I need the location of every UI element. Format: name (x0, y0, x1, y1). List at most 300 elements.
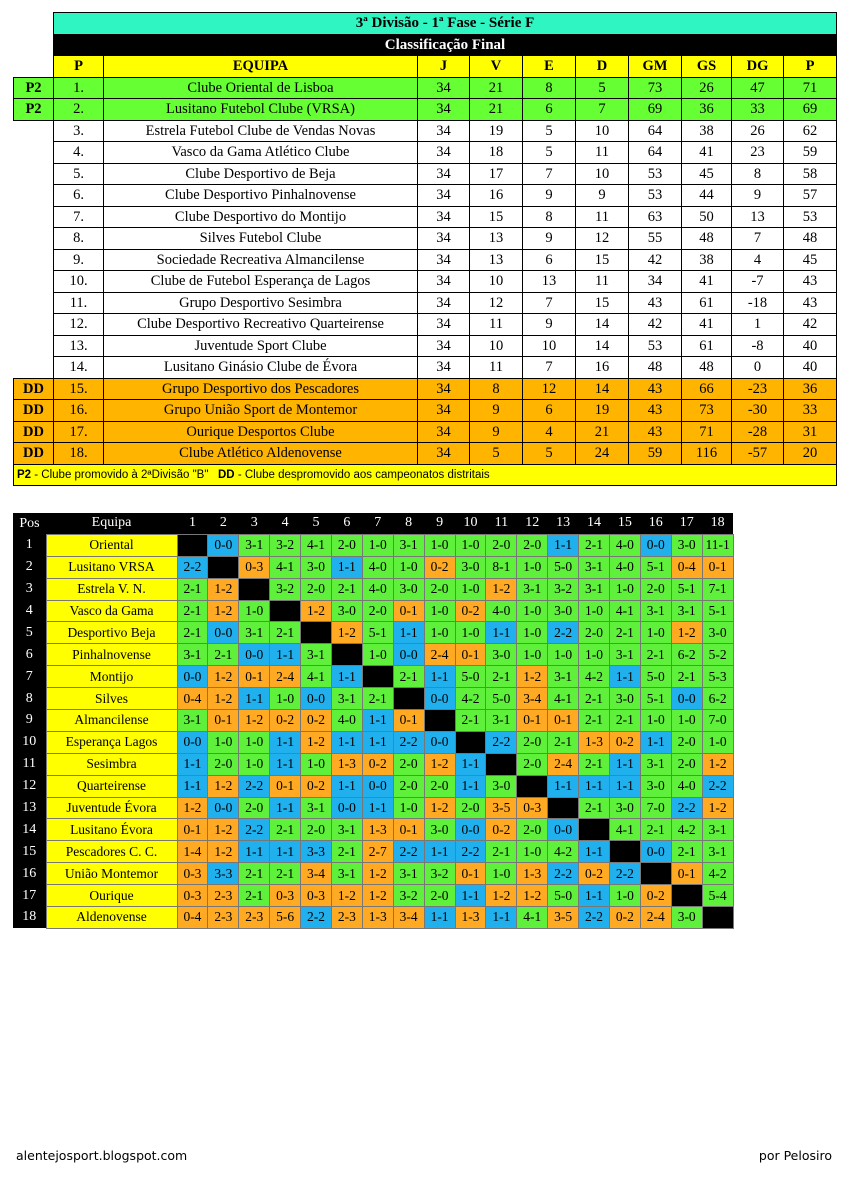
results-row (13, 710, 733, 732)
match-score: 1-2 (486, 578, 517, 600)
header-wins: V (470, 56, 523, 78)
zone-badge: DD (14, 421, 54, 443)
cell-goals-against: 45 (682, 163, 732, 185)
self-match-cell (517, 775, 548, 797)
match-score: 3-1 (393, 534, 424, 556)
match-score: 1-0 (702, 731, 733, 753)
match-score: 0-0 (548, 819, 579, 841)
match-score: 0-0 (671, 688, 702, 710)
standings-subtitle: Classificação Final (54, 34, 837, 56)
match-score: 1-0 (640, 710, 671, 732)
match-score: 1-1 (362, 797, 393, 819)
results-team-name: Ourique (46, 885, 177, 907)
results-col-header: 10 (455, 513, 486, 534)
results-row-pos: 1 (13, 534, 46, 556)
match-score: 5-1 (640, 688, 671, 710)
match-score: 3-1 (579, 556, 610, 578)
match-score: 1-1 (177, 775, 208, 797)
match-score: 1-0 (517, 556, 548, 578)
standings-row (14, 185, 837, 207)
match-score: 3-0 (671, 534, 702, 556)
match-score: 0-0 (177, 731, 208, 753)
results-row-pos: 8 (13, 688, 46, 710)
match-score: 2-1 (671, 666, 702, 688)
results-col-header: 8 (393, 513, 424, 534)
match-score: 3-1 (239, 622, 270, 644)
match-score: 1-0 (671, 710, 702, 732)
results-row (13, 600, 733, 622)
cell-points: 31 (784, 421, 837, 443)
match-score: 1-0 (517, 600, 548, 622)
results-team-name: Estrela V. N. (46, 578, 177, 600)
results-row (13, 907, 733, 929)
results-row (13, 644, 733, 666)
cell-draws: 6 (523, 249, 576, 271)
match-score: 1-2 (208, 600, 239, 622)
cell-losses: 24 (576, 443, 629, 465)
cell-position: 16. (54, 400, 104, 422)
match-score: 2-7 (362, 841, 393, 863)
match-score: 0-1 (455, 863, 486, 885)
match-score: 2-1 (455, 710, 486, 732)
cell-points: 48 (784, 228, 837, 250)
match-score: 1-1 (270, 731, 301, 753)
cell-team: Vasco da Gama Atlético Clube (104, 142, 418, 164)
zone-badge (14, 249, 54, 271)
match-score: 3-1 (393, 863, 424, 885)
cell-team: Lusitano Futebol Clube (VRSA) (104, 99, 418, 121)
match-score: 2-0 (239, 797, 270, 819)
cell-goals-for: 63 (629, 206, 682, 228)
cell-position: 2. (54, 99, 104, 121)
cell-losses: 10 (576, 163, 629, 185)
zone-badge (14, 357, 54, 379)
match-score: 2-2 (486, 731, 517, 753)
results-row-pos: 18 (13, 907, 46, 929)
self-match-cell (548, 797, 579, 819)
self-match-cell (424, 710, 455, 732)
results-row (13, 666, 733, 688)
self-match-cell (208, 556, 239, 578)
results-team-name: Aldenovense (46, 907, 177, 929)
match-score: 2-1 (270, 622, 301, 644)
results-row-pos: 11 (13, 753, 46, 775)
match-score: 0-4 (177, 907, 208, 929)
cell-position: 6. (54, 185, 104, 207)
match-score: 1-1 (362, 710, 393, 732)
match-score: 0-4 (177, 688, 208, 710)
match-score: 1-1 (239, 841, 270, 863)
match-score: 6-2 (702, 688, 733, 710)
match-score: 3-0 (640, 775, 671, 797)
match-score: 2-0 (424, 885, 455, 907)
cell-wins: 10 (470, 335, 523, 357)
match-score: 3-0 (393, 578, 424, 600)
match-score: 4-1 (270, 556, 301, 578)
cell-points: 40 (784, 357, 837, 379)
match-score: 4-1 (517, 907, 548, 929)
standings-row (14, 77, 837, 99)
match-score: 1-0 (579, 644, 610, 666)
match-score: 1-0 (301, 753, 332, 775)
match-score: 1-0 (270, 688, 301, 710)
cell-position: 11. (54, 292, 104, 314)
match-score: 1-0 (393, 556, 424, 578)
standings-row (14, 378, 837, 400)
cell-team: Clube Desportivo do Montijo (104, 206, 418, 228)
match-score: 1-3 (517, 863, 548, 885)
results-row (13, 797, 733, 819)
match-score: 4-0 (671, 775, 702, 797)
cell-goals-for: 43 (629, 292, 682, 314)
cell-played: 34 (418, 163, 470, 185)
match-score: 3-0 (331, 600, 362, 622)
match-score: 2-0 (671, 731, 702, 753)
results-row-pos: 4 (13, 600, 46, 622)
match-score: 3-1 (177, 644, 208, 666)
match-score: 0-2 (609, 731, 640, 753)
match-score: 2-2 (393, 841, 424, 863)
cell-draws: 9 (523, 314, 576, 336)
results-row (13, 753, 733, 775)
match-score: 1-2 (208, 841, 239, 863)
match-score: 2-1 (239, 863, 270, 885)
footer-author: por Pelosiro (758, 1148, 832, 1163)
match-score: 1-1 (548, 775, 579, 797)
match-score: 1-1 (548, 534, 579, 556)
cell-goals-against: 38 (682, 249, 732, 271)
match-score: 2-1 (579, 534, 610, 556)
cell-team: Clube Atlético Aldenovense (104, 443, 418, 465)
cell-goal-difference: 7 (732, 228, 784, 250)
match-score: 5-1 (702, 600, 733, 622)
match-score: 3-2 (270, 578, 301, 600)
match-score: 1-1 (270, 644, 301, 666)
results-col-header: 15 (609, 513, 640, 534)
cell-position: 10. (54, 271, 104, 293)
results-row-pos: 16 (13, 863, 46, 885)
cell-goals-against: 71 (682, 421, 732, 443)
match-score: 2-4 (424, 644, 455, 666)
match-score: 7-0 (702, 710, 733, 732)
match-score: 0-1 (455, 644, 486, 666)
match-score: 1-0 (239, 753, 270, 775)
match-score: 1-0 (455, 578, 486, 600)
match-score: 3-0 (548, 600, 579, 622)
cell-losses: 14 (576, 314, 629, 336)
match-score: 0-1 (239, 666, 270, 688)
match-score: 0-1 (548, 710, 579, 732)
match-score: 7-0 (640, 797, 671, 819)
match-score: 1-2 (702, 797, 733, 819)
results-row (13, 775, 733, 797)
cell-points: 43 (784, 271, 837, 293)
cell-losses: 16 (576, 357, 629, 379)
cell-goals-against: 50 (682, 206, 732, 228)
match-score: 3-2 (270, 534, 301, 556)
match-score: 2-0 (301, 819, 332, 841)
match-score: 5-0 (640, 666, 671, 688)
match-score: 1-1 (609, 753, 640, 775)
match-score: 1-1 (331, 666, 362, 688)
match-score: 4-0 (331, 710, 362, 732)
cell-goals-for: 53 (629, 163, 682, 185)
results-col-header: 7 (362, 513, 393, 534)
cell-goals-for: 43 (629, 421, 682, 443)
cell-points: 71 (784, 77, 837, 99)
match-score: 0-1 (208, 710, 239, 732)
match-score: 1-0 (455, 622, 486, 644)
match-score: 4-2 (548, 841, 579, 863)
match-score: 2-1 (270, 819, 301, 841)
match-score: 1-2 (424, 753, 455, 775)
match-score: 1-1 (270, 841, 301, 863)
header-position: P (54, 56, 104, 78)
match-score: 3-1 (177, 710, 208, 732)
match-score: 1-0 (455, 534, 486, 556)
cell-losses: 11 (576, 206, 629, 228)
match-score: 0-4 (671, 556, 702, 578)
cell-goals-for: 42 (629, 314, 682, 336)
self-match-cell (671, 885, 702, 907)
cell-draws: 5 (523, 443, 576, 465)
match-score: 2-3 (239, 907, 270, 929)
match-score: 6-2 (671, 644, 702, 666)
match-score: 2-0 (455, 797, 486, 819)
cell-goals-against: 26 (682, 77, 732, 99)
cell-draws: 5 (523, 142, 576, 164)
match-score: 2-2 (671, 797, 702, 819)
results-team-name: Esperança Lagos (46, 731, 177, 753)
results-header-team: Equipa (46, 513, 177, 534)
cell-team: Clube de Futebol Esperança de Lagos (104, 271, 418, 293)
cell-goals-against: 41 (682, 314, 732, 336)
match-score: 5-0 (486, 688, 517, 710)
results-row (13, 731, 733, 753)
legend-dd-code: DD (218, 468, 235, 481)
match-score: 1-0 (579, 600, 610, 622)
cell-goal-difference: 4 (732, 249, 784, 271)
cell-draws: 9 (523, 185, 576, 207)
results-row-pos: 13 (13, 797, 46, 819)
match-score: 3-1 (331, 863, 362, 885)
cell-wins: 13 (470, 228, 523, 250)
match-score: 4-0 (609, 556, 640, 578)
cell-goal-difference: -23 (732, 378, 784, 400)
match-score: 1-1 (640, 731, 671, 753)
cell-points: 62 (784, 120, 837, 142)
results-team-name: Desportivo Beja (46, 622, 177, 644)
match-score: 0-3 (239, 556, 270, 578)
cell-position: 8. (54, 228, 104, 250)
match-score: 2-4 (270, 666, 301, 688)
match-score: 2-1 (486, 666, 517, 688)
match-score: 3-1 (331, 819, 362, 841)
cell-points: 40 (784, 335, 837, 357)
match-score: 5-1 (362, 622, 393, 644)
results-row-pos: 9 (13, 710, 46, 732)
cell-points: 53 (784, 206, 837, 228)
match-score: 5-0 (455, 666, 486, 688)
match-score: 3-1 (548, 666, 579, 688)
cell-goals-against: 61 (682, 292, 732, 314)
match-score: 0-2 (301, 710, 332, 732)
cell-team: Clube Desportivo Pinhalnovense (104, 185, 418, 207)
match-score: 3-5 (548, 907, 579, 929)
cell-draws: 4 (523, 421, 576, 443)
cell-points: 57 (784, 185, 837, 207)
cell-draws: 9 (523, 228, 576, 250)
match-score: 0-0 (208, 797, 239, 819)
match-score: 0-0 (208, 622, 239, 644)
match-score: 2-2 (702, 775, 733, 797)
standings-title: 3ª Divisão - 1ª Fase - Série F (54, 13, 837, 35)
match-score: 3-1 (671, 600, 702, 622)
match-score: 0-2 (640, 885, 671, 907)
cell-team: Grupo Desportivo Sesimbra (104, 292, 418, 314)
match-score: 1-0 (208, 731, 239, 753)
cell-draws: 5 (523, 120, 576, 142)
match-score: 2-0 (208, 753, 239, 775)
match-score: 1-1 (486, 622, 517, 644)
match-score: 3-0 (702, 622, 733, 644)
zone-badge: DD (14, 400, 54, 422)
match-score: 2-1 (177, 622, 208, 644)
match-score: 3-1 (517, 578, 548, 600)
match-score: 3-3 (208, 863, 239, 885)
cell-draws: 7 (523, 292, 576, 314)
cell-draws: 10 (523, 335, 576, 357)
cell-goal-difference: -8 (732, 335, 784, 357)
cell-points: 36 (784, 378, 837, 400)
cell-goals-for: 43 (629, 378, 682, 400)
results-row (13, 578, 733, 600)
zone-badge (14, 271, 54, 293)
match-score: 1-2 (362, 885, 393, 907)
match-score: 3-0 (455, 556, 486, 578)
cell-goals-against: 38 (682, 120, 732, 142)
zone-badge: P2 (14, 99, 54, 121)
match-score: 2-2 (548, 863, 579, 885)
match-score: 2-2 (609, 863, 640, 885)
cell-team: Silves Futebol Clube (104, 228, 418, 250)
cell-points: 58 (784, 163, 837, 185)
cell-losses: 14 (576, 378, 629, 400)
results-col-header: 3 (239, 513, 270, 534)
match-score: 0-3 (177, 885, 208, 907)
cell-goals-against: 116 (682, 443, 732, 465)
match-score: 1-1 (331, 731, 362, 753)
match-score: 2-3 (208, 885, 239, 907)
legend (14, 464, 837, 486)
match-score: 3-3 (301, 841, 332, 863)
cell-team: Ourique Desportos Clube (104, 421, 418, 443)
match-score: 5-1 (640, 556, 671, 578)
results-row-pos: 3 (13, 578, 46, 600)
cell-position: 5. (54, 163, 104, 185)
match-score: 3-1 (486, 710, 517, 732)
match-score: 1-1 (393, 622, 424, 644)
match-score: 1-4 (177, 841, 208, 863)
match-score: 2-1 (270, 863, 301, 885)
cell-team: Clube Desportivo de Beja (104, 163, 418, 185)
results-col-header: 1 (177, 513, 208, 534)
match-score: 1-0 (609, 885, 640, 907)
header-played: J (418, 56, 470, 78)
match-score: 4-1 (609, 819, 640, 841)
match-score: 0-0 (424, 688, 455, 710)
legend-p2-code: P2 (17, 468, 32, 481)
match-score: 2-1 (671, 841, 702, 863)
match-score: 2-1 (486, 841, 517, 863)
match-score: 0-0 (301, 688, 332, 710)
match-score: 1-1 (486, 907, 517, 929)
match-score: 0-2 (362, 753, 393, 775)
match-score: 2-1 (609, 710, 640, 732)
match-score: 0-1 (702, 556, 733, 578)
cell-goals-for: 34 (629, 271, 682, 293)
self-match-cell (702, 907, 733, 929)
match-score: 0-0 (424, 731, 455, 753)
match-score: 2-1 (331, 841, 362, 863)
standings-header-row (14, 56, 837, 78)
cell-team: Clube Desportivo Recreativo Quarteirense (104, 314, 418, 336)
standings-row (14, 357, 837, 379)
cell-points: 33 (784, 400, 837, 422)
self-match-cell (301, 622, 332, 644)
cell-points: 43 (784, 292, 837, 314)
cell-team: Juventude Sport Clube (104, 335, 418, 357)
match-score: 5-0 (548, 885, 579, 907)
match-score: 1-3 (362, 819, 393, 841)
self-match-cell (331, 644, 362, 666)
cell-goals-against: 73 (682, 400, 732, 422)
cell-goals-for: 48 (629, 357, 682, 379)
header-goals-for: GM (629, 56, 682, 78)
match-score: 2-2 (393, 731, 424, 753)
match-score: 3-0 (671, 907, 702, 929)
header-losses: D (576, 56, 629, 78)
match-score: 1-2 (301, 600, 332, 622)
self-match-cell (609, 841, 640, 863)
results-team-name: Almancilense (46, 710, 177, 732)
match-score: 4-2 (671, 819, 702, 841)
match-score: 5-2 (702, 644, 733, 666)
match-score: 0-2 (270, 710, 301, 732)
match-score: 1-0 (517, 622, 548, 644)
results-row (13, 863, 733, 885)
match-score: 1-2 (331, 622, 362, 644)
cell-losses: 5 (576, 77, 629, 99)
match-score: 7-1 (702, 578, 733, 600)
standings-row (14, 206, 837, 228)
match-score: 2-2 (455, 841, 486, 863)
standings-row (14, 292, 837, 314)
match-score: 1-0 (517, 841, 548, 863)
cell-goals-against: 44 (682, 185, 732, 207)
self-match-cell (393, 688, 424, 710)
cell-played: 34 (418, 378, 470, 400)
match-score: 2-1 (393, 666, 424, 688)
match-score: 0-2 (609, 907, 640, 929)
results-row (13, 622, 733, 644)
match-score: 2-1 (579, 753, 610, 775)
cell-points: 45 (784, 249, 837, 271)
match-score: 2-1 (640, 819, 671, 841)
results-team-name: Montijo (46, 666, 177, 688)
match-score: 3-1 (640, 753, 671, 775)
cell-draws: 6 (523, 99, 576, 121)
